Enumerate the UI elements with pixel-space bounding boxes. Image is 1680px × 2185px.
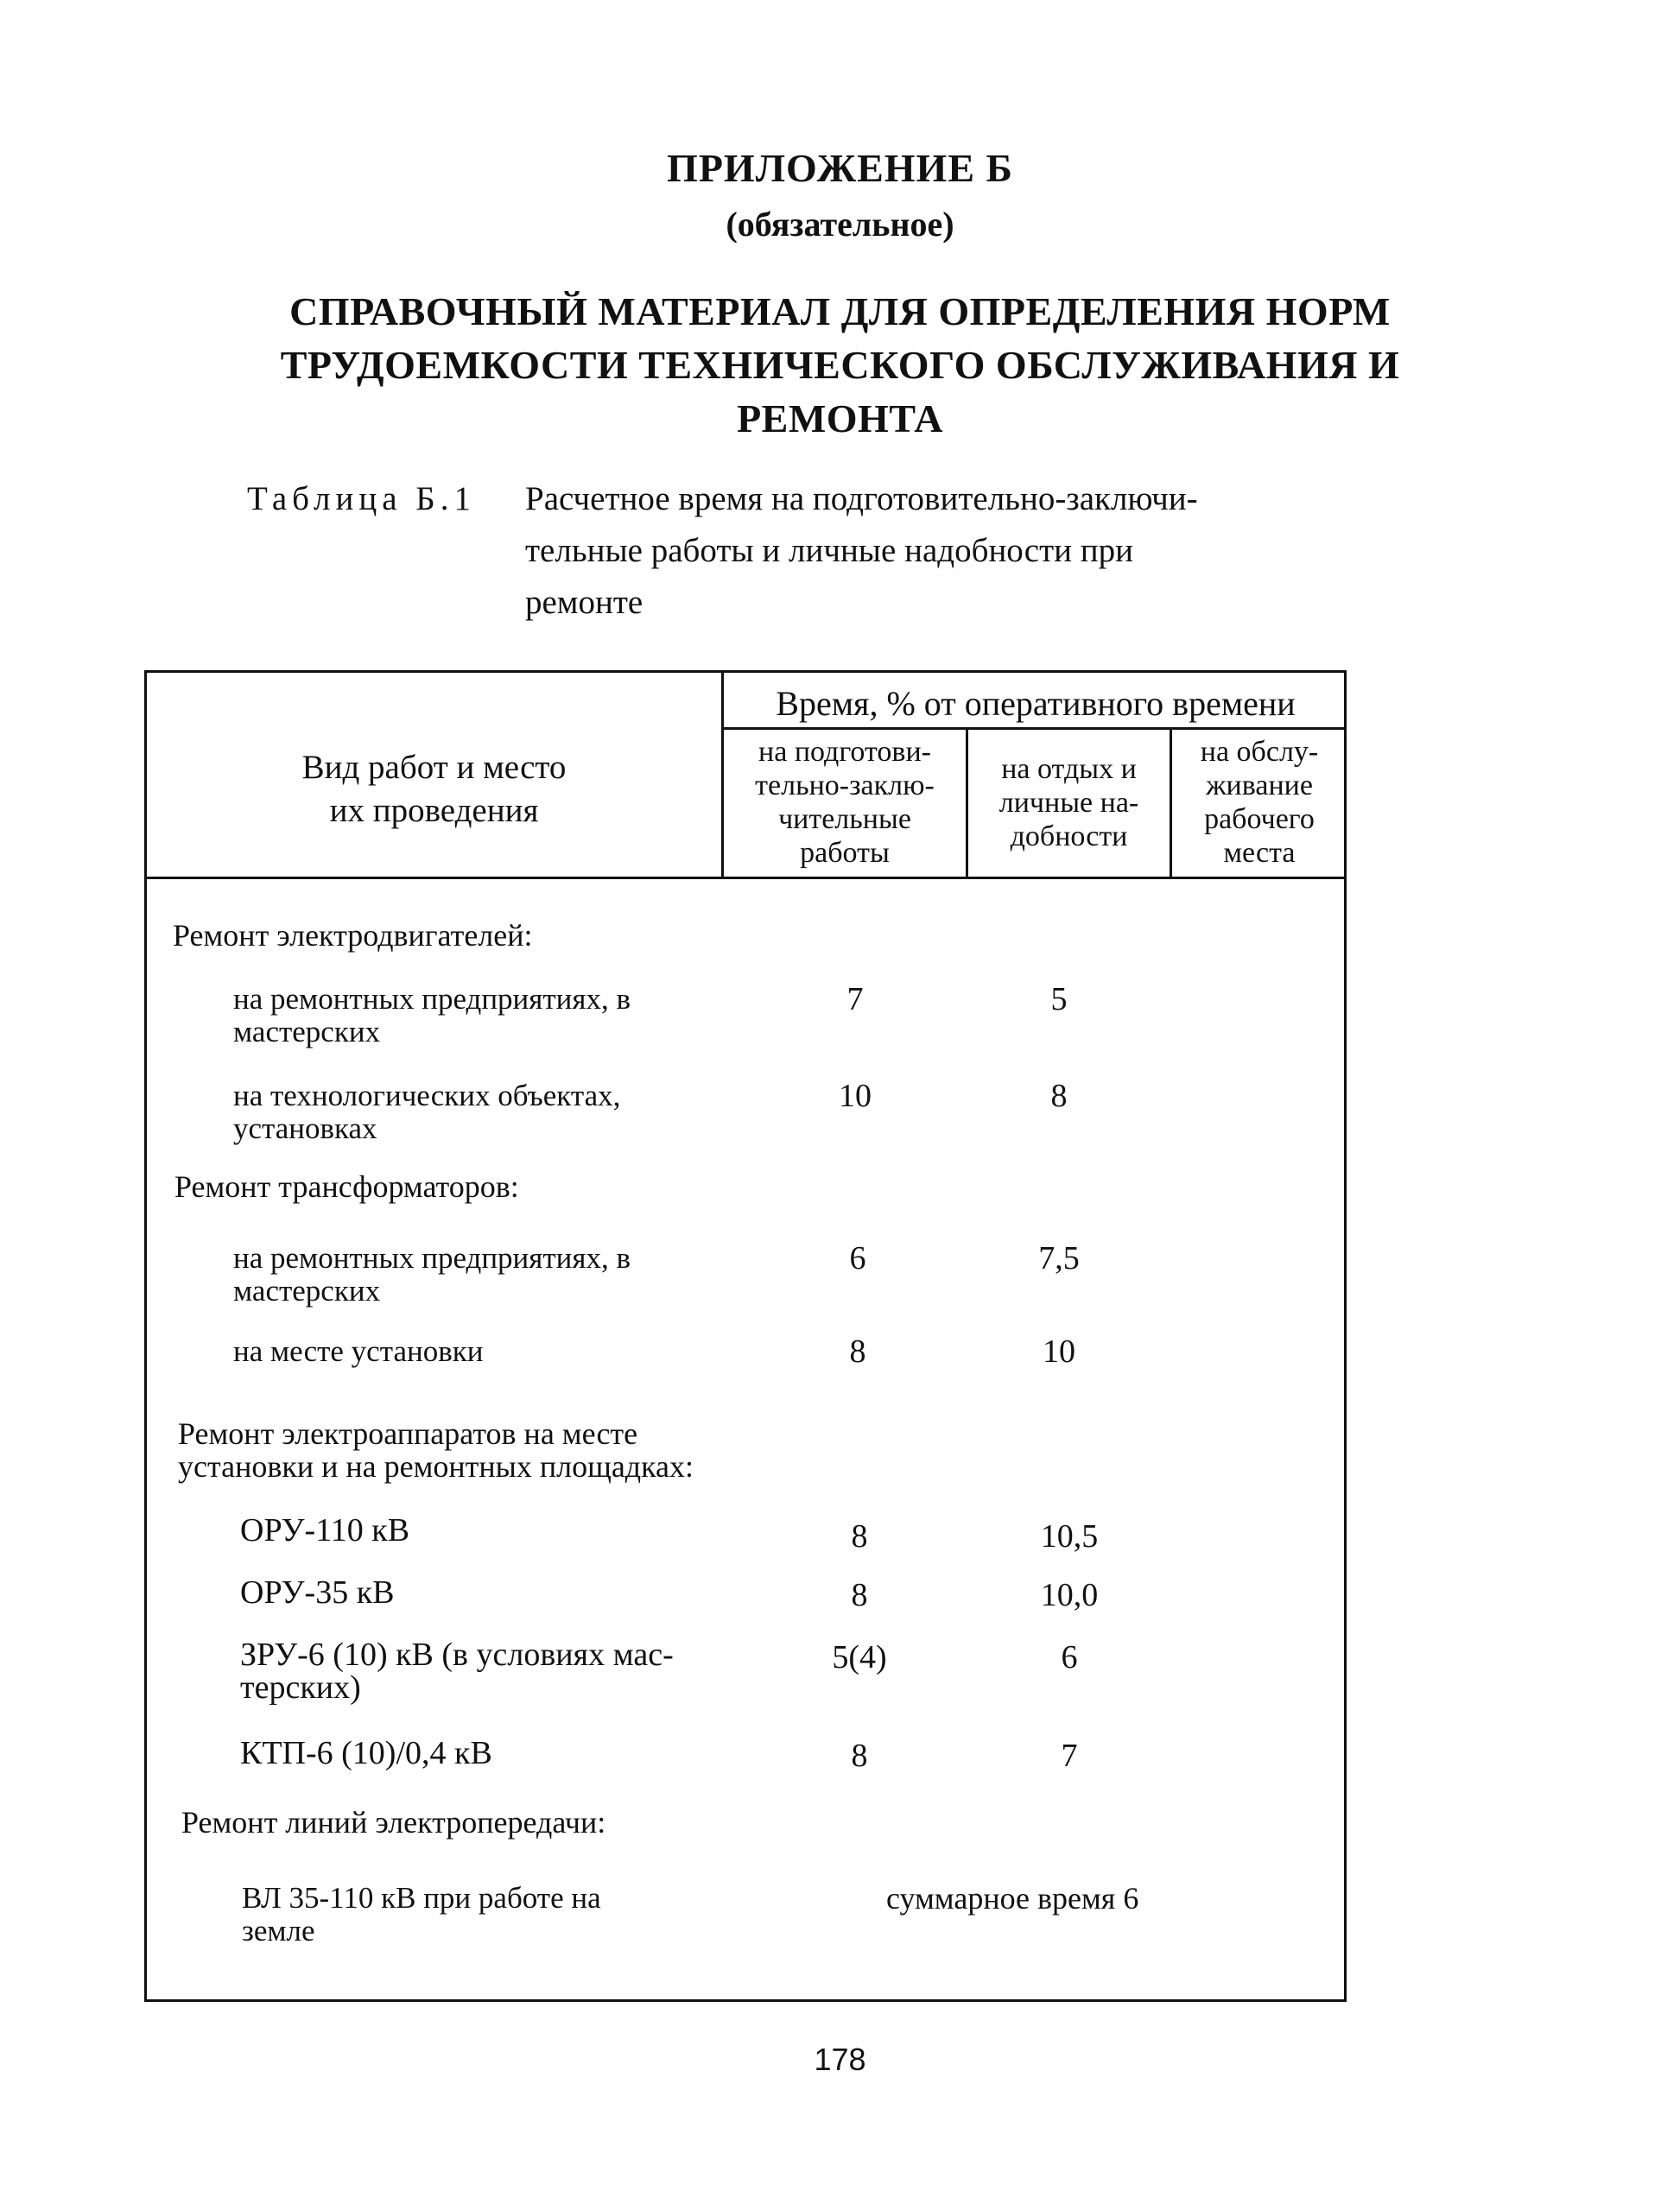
row-name-line: мастерских [233,1015,381,1048]
data-table [144,670,1347,2002]
row-name [233,1335,483,1368]
header-line: их проведения [329,792,539,829]
value-rest: 6 [1061,1639,1078,1675]
header-line: личные на- [998,787,1139,819]
row-name-line: на технологических объектах, [233,1079,621,1112]
value-prep: 8 [849,1333,866,1370]
header-line: тельно-заклю- [755,770,935,801]
column-header-rest [968,752,1170,853]
group-label [178,1417,694,1483]
caption-line: ремонте [525,584,643,621]
value-prep: 6 [849,1240,866,1276]
row-name-line: ОРУ-35 кВ [240,1574,395,1611]
header-line: на подготови- [758,736,931,768]
value-prep: 7 [846,981,864,1017]
value-rest: 7 [1061,1738,1078,1774]
table-caption-text [525,473,1328,629]
group-label: Ремонт линий электропередачи: [181,1805,606,1840]
header-line: рабочего [1204,803,1315,835]
group-label-line: Ремонт электроаппаратов на месте [178,1416,638,1451]
column-header-work-type [147,746,721,833]
value-prep: 8 [851,1738,868,1774]
row-name-line: на ремонтных предприятиях, в [233,982,631,1016]
value-rest: 5 [1050,981,1068,1017]
row-name-line: на ремонтных предприятиях, в [233,1241,631,1275]
row-name-line: ВЛ 35-110 кВ при работе на [242,1881,601,1915]
value-prep: 5(4) [832,1639,887,1675]
row-name [240,1514,409,1547]
document-heading [0,285,1680,446]
column-group-header: Время, % от оперативного времени [776,684,1296,723]
row-name-line: ОРУ-110 кВ [240,1512,410,1548]
heading-line: СПРАВОЧНЫЙ МАТЕРИАЛ ДЛЯ ОПРЕДЕЛЕНИЯ НОРМ [289,289,1391,333]
page-number: 178 [814,2042,866,2077]
caption-line: тельные работы и личные надобности при [525,532,1133,569]
row-name [240,1576,395,1609]
table-divider [147,877,1347,879]
group-label: Ремонт электродвигателей: [173,918,533,953]
row-name [242,1882,601,1948]
row-name-line: на месте установки [233,1334,484,1368]
row-name-line: земле [242,1914,315,1948]
appendix-title: ПРИЛОЖЕНИЕ Б [667,146,1013,190]
column-header-service [1172,735,1347,870]
row-name-line: терских) [240,1669,361,1706]
value-prep: 8 [851,1518,868,1555]
header-line: работы [800,837,890,869]
value-rest: 10,0 [1040,1577,1099,1613]
row-name [240,1638,674,1704]
row-name-line: ЗРУ-6 (10) кВ (в условиях мас- [240,1637,674,1673]
summary-value: суммарное время 6 [886,1881,1139,1916]
header-line: места [1223,837,1296,869]
header-line: чительные [778,803,911,835]
table-caption-label: Таблица Б.1 [247,480,476,517]
group-label: Ремонт трансформаторов: [174,1169,519,1204]
group-label-line: установки и на ремонтных площадках: [178,1449,694,1484]
row-name [240,1737,492,1770]
value-rest: 7,5 [1038,1240,1080,1276]
header-line: на обслу- [1200,736,1319,768]
row-name-line: установках [233,1112,377,1145]
row-name [233,1080,620,1145]
column-header-prep [724,735,966,870]
heading-line: РЕМОНТА [737,396,943,440]
caption-line: Расчетное время на подготовительно-заключи- [525,480,1198,517]
row-name-line: КТП-6 (10)/0,4 кВ [240,1735,492,1771]
value-prep: 10 [839,1078,872,1114]
value-prep: 8 [851,1577,868,1613]
heading-line: ТРУДОЕМКОСТИ ТЕХНИЧЕСКОГО ОБСЛУЖИВАНИЯ И [280,343,1400,387]
table-divider [721,727,1347,730]
header-line: живание [1206,770,1313,801]
value-rest: 10 [1043,1333,1075,1370]
header-line: добности [1010,820,1128,852]
header-line: на отдых и [1001,753,1137,785]
header-line: Вид работ и место [301,749,567,786]
row-name-line: мастерских [233,1274,381,1308]
row-name [233,983,631,1048]
row-name [233,1242,631,1308]
value-rest: 8 [1050,1078,1068,1114]
value-rest: 10,5 [1040,1518,1099,1555]
appendix-note: (обязательное) [726,205,954,244]
